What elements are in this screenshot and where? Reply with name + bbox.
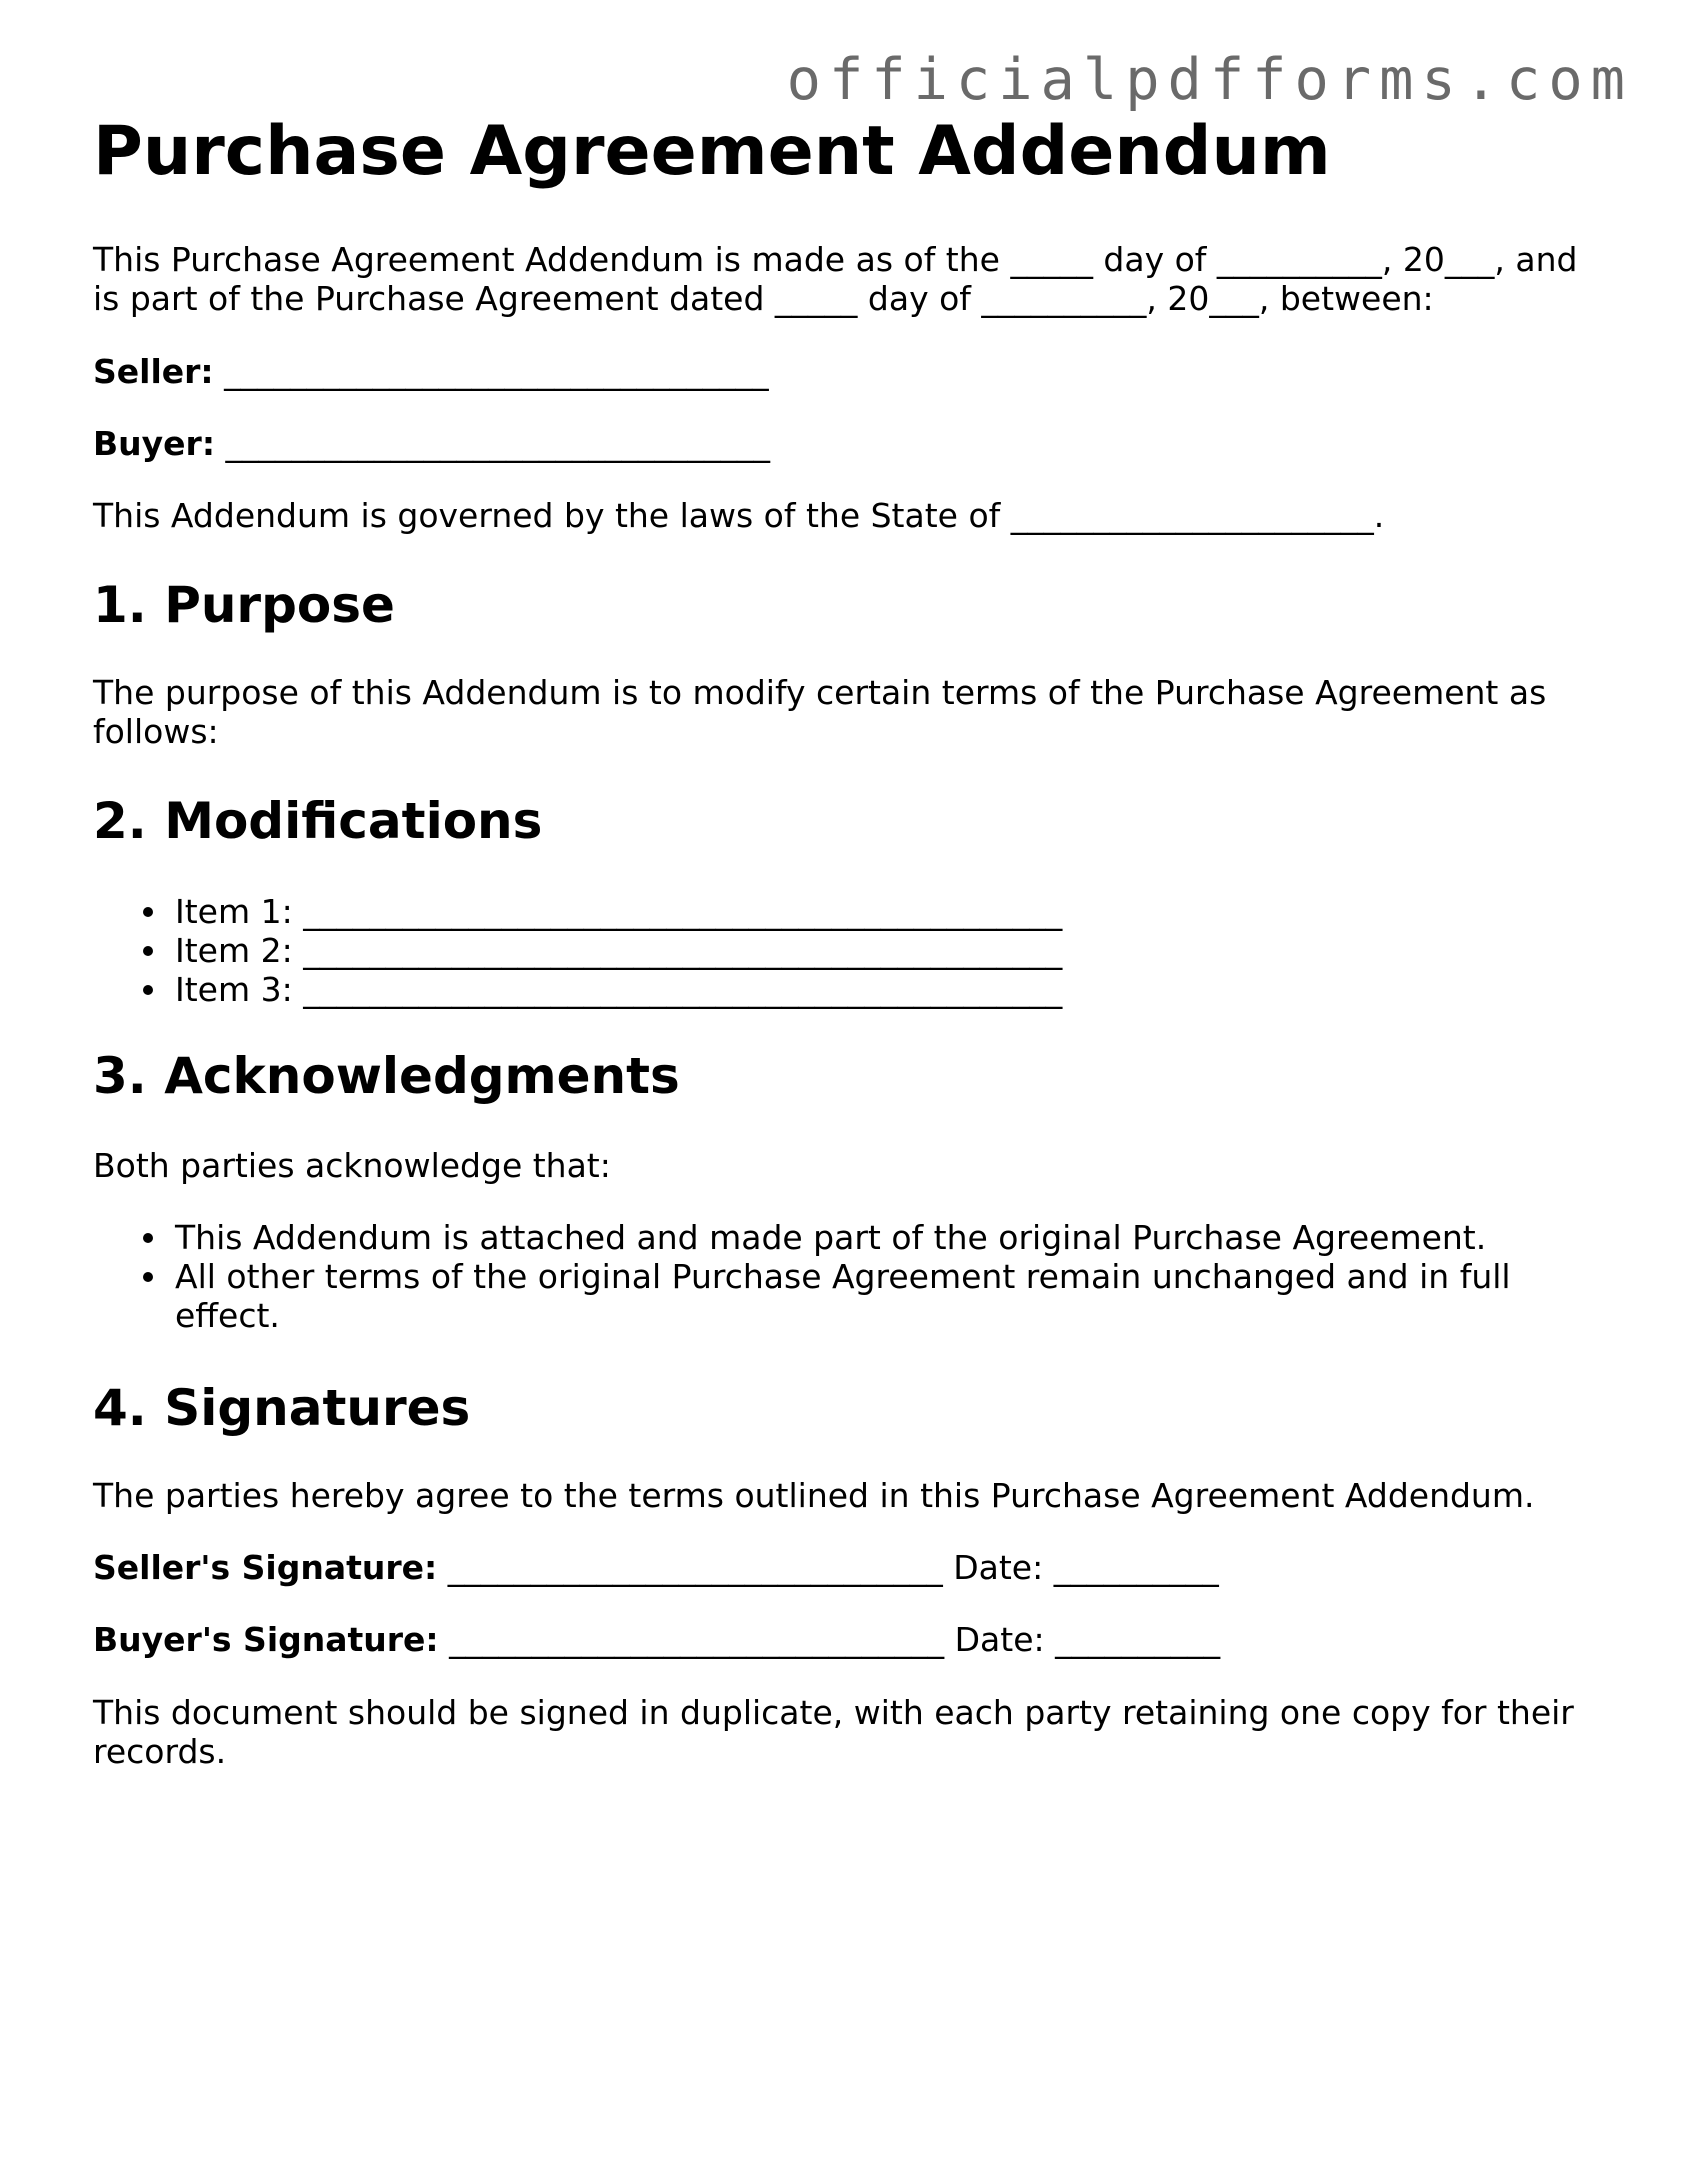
seller-signature-field: [93, 1548, 1593, 1587]
seller-field: [93, 352, 1593, 391]
intro-line-1: This Purchase Agreement Addendum is made as of the _____ day of __________, 20___, and: [93, 240, 1578, 279]
signatures-text: The parties hereby agree to the terms outlined in this Purchase Agreement Addendum.: [93, 1476, 1535, 1515]
list-item[interactable]: Item 2: ______________________________________________: [93, 931, 1593, 970]
acknowledgments-list: [93, 1218, 1553, 1335]
buyer-field: [93, 424, 1593, 463]
document-title: Purchase Agreement Addendum: [93, 112, 1331, 191]
seller-blank[interactable]: _________________________________: [224, 352, 769, 391]
section-heading-signatures: 4. Signatures: [93, 1379, 471, 1437]
watermark: officialpdfforms.com: [786, 47, 1633, 113]
list-item[interactable]: Item 1: ______________________________________________: [93, 892, 1593, 931]
seller-label: Seller:: [93, 352, 214, 391]
governing-law: This Addendum is governed by the laws of the State of ______________________.: [93, 496, 1385, 535]
intro-line-2: is part of the Purchase Agreement dated _____ day of __________, 20___, between:: [93, 279, 1434, 318]
purpose-text: The purpose of this Addendum is to modify certain terms of the Purchase Agreement as follows:: [93, 673, 1547, 751]
buyer-blank[interactable]: _________________________________: [225, 424, 771, 463]
buyer-signature-line[interactable]: ______________________________ Date: __________: [449, 1620, 1221, 1659]
buyer-label: Buyer:: [93, 424, 216, 463]
list-item: All other terms of the original Purchase Agreement remain unchanged and in full effect.: [93, 1257, 1553, 1335]
list-item[interactable]: Item 3: ______________________________________________: [93, 970, 1593, 1009]
buyer-signature-field: [93, 1620, 1593, 1659]
acknowledgments-intro: Both parties acknowledge that:: [93, 1146, 611, 1185]
seller-signature-label: Seller's Signature:: [93, 1548, 438, 1587]
buyer-signature-label: Buyer's Signature:: [93, 1620, 439, 1659]
modifications-list: [93, 892, 1593, 1009]
section-heading-modifications: 2. Modifications: [93, 792, 543, 850]
seller-signature-line[interactable]: ______________________________ Date: __________: [447, 1548, 1219, 1587]
section-heading-acknowledgments: 3. Acknowledgments: [93, 1047, 680, 1105]
section-heading-purpose: 1. Purpose: [93, 576, 395, 634]
closing-note: This document should be signed in duplicate, with each party retaining one copy for their records.: [93, 1693, 1574, 1771]
list-item: This Addendum is attached and made part of the original Purchase Agreement.: [93, 1218, 1553, 1257]
